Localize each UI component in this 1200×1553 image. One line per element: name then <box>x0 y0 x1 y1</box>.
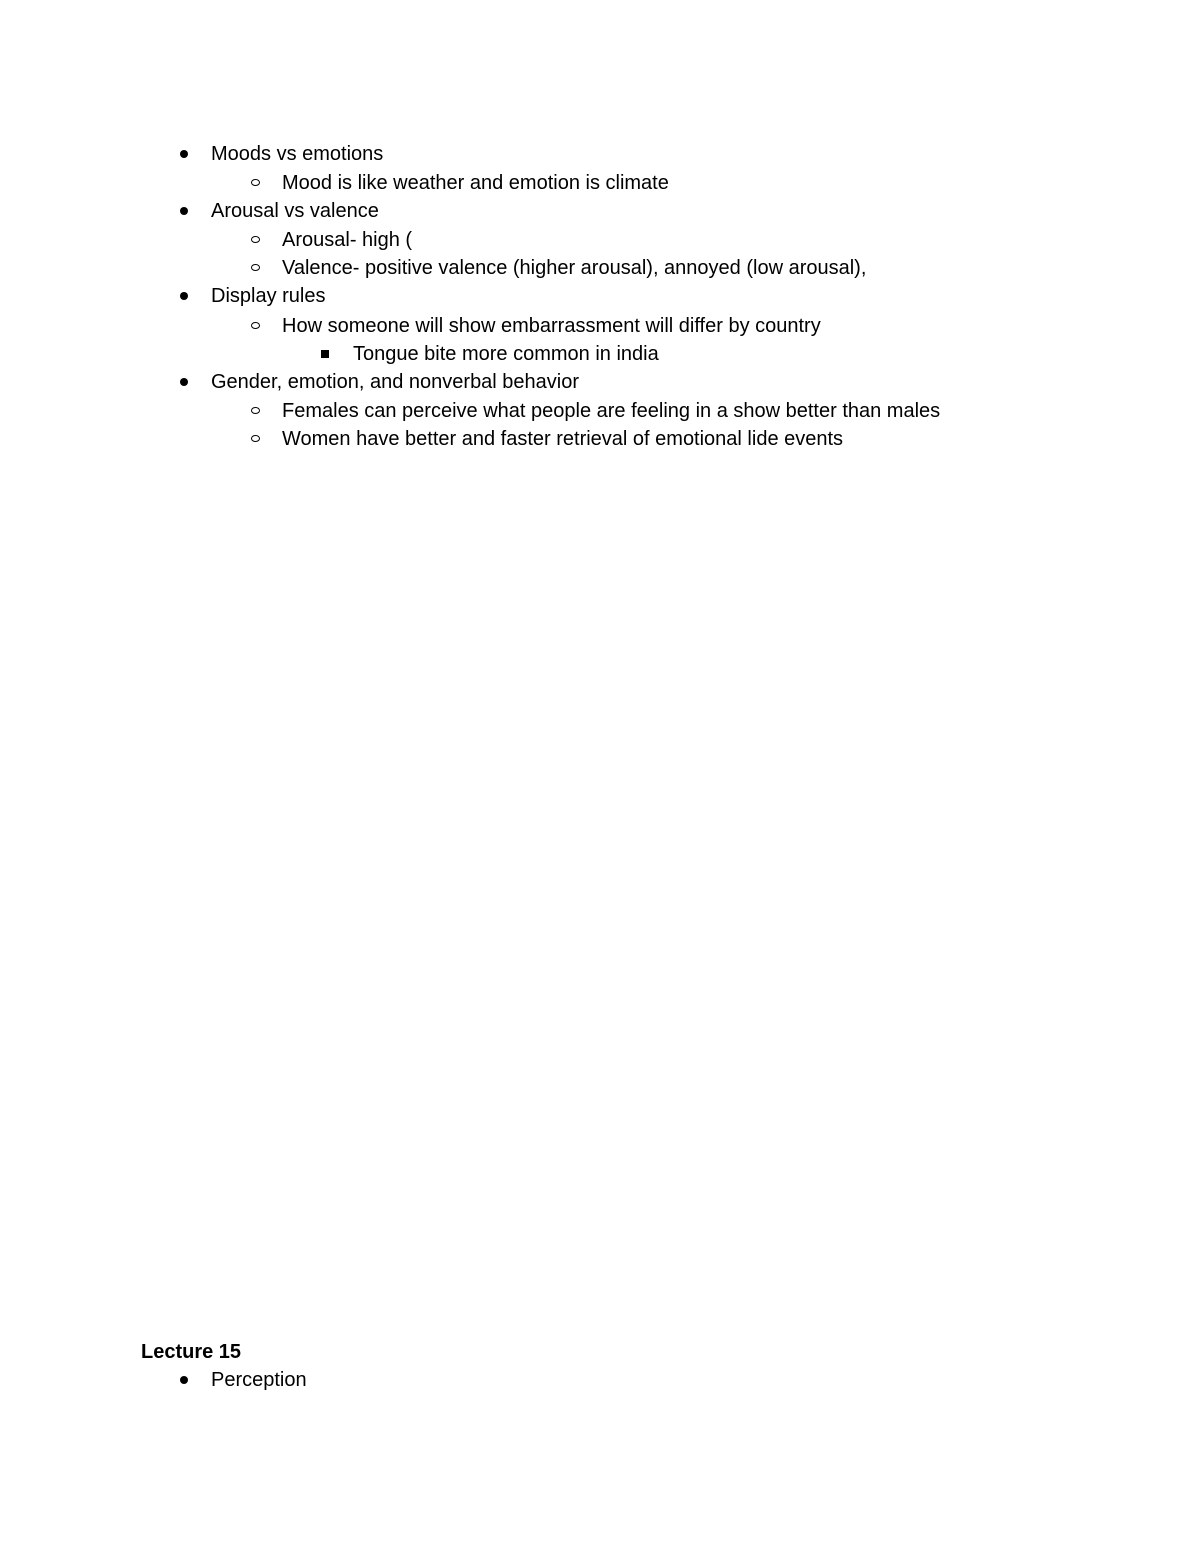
bullet-circle-icon <box>247 254 267 282</box>
bullet-disc-icon <box>175 1366 195 1394</box>
list-item-text: Valence- positive valence (higher arousal), annoyed (low arousal), <box>282 257 867 279</box>
bullet-circle-icon <box>247 169 267 197</box>
bullet-circle-icon <box>247 226 267 254</box>
bullet-circle-icon <box>247 312 267 340</box>
section-heading: Lecture 15 <box>141 1341 242 1363</box>
bullet-disc-icon <box>175 282 195 310</box>
list-item-text: Women have better and faster retrieval of emotional lide events <box>282 428 844 450</box>
list-item-text: Gender, emotion, and nonverbal behavior <box>211 371 580 393</box>
list-item-text: Mood is like weather and emotion is climate <box>282 172 669 194</box>
list-item-text: Display rules <box>211 285 326 307</box>
bullet-disc-icon <box>175 140 195 168</box>
bullet-disc-icon <box>175 197 195 225</box>
list-item-text: Arousal vs valence <box>211 200 379 222</box>
list-item-text: Females can perceive what people are feeling in a show better than males <box>282 400 941 422</box>
list-item-text: Moods vs emotions <box>211 143 384 165</box>
list-item-text: How someone will show embarrassment will differ by country <box>282 315 821 337</box>
list-item-text: Arousal- high ( <box>282 229 413 251</box>
list-item-text: Perception <box>211 1369 307 1391</box>
bullet-circle-icon <box>247 425 267 453</box>
list-item-text: Tongue bite more common in india <box>353 343 659 365</box>
bullet-circle-icon <box>247 397 267 425</box>
bullet-square-icon <box>316 340 336 368</box>
bullet-disc-icon <box>175 368 195 396</box>
